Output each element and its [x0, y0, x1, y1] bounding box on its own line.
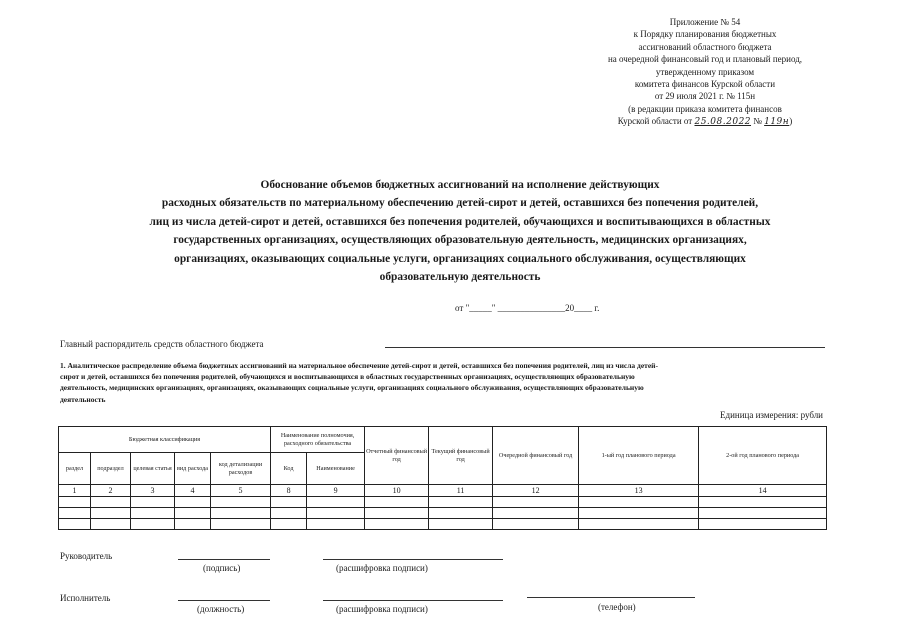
section-1-line: деятельность	[60, 394, 106, 404]
appendix-line: к Порядку планирования бюджетных	[633, 29, 777, 40]
phone-caption: (телефон)	[598, 602, 636, 612]
appendix-line: комитета финансов Курской области	[634, 79, 776, 90]
document-title	[60, 176, 860, 286]
appendix-line: ассигнований областного бюджета	[638, 41, 772, 52]
table-row[interactable]	[59, 497, 827, 508]
section-1-line: сирот и детей, оставшихся без попечения родителей, обучающихся и воспитывающихся в областных государственных организациях, осуществляющих образовательную	[60, 372, 635, 382]
header-code: Код	[271, 453, 307, 485]
units-label: Единица измерения: рубли	[720, 410, 823, 420]
appendix-revision-line	[560, 115, 850, 128]
executor-decode-line[interactable]	[323, 600, 503, 601]
header-expense-detail-code: код детализации расходов	[211, 453, 271, 485]
appendix-line: Приложение № 54	[669, 17, 741, 27]
position-caption: (должность)	[197, 604, 245, 614]
header-target-article: целевая статья	[131, 453, 175, 485]
title-line: лиц из числа детей-сирот и детей, оставшихся без попечения родителей, обучающихся и воспитывающихся в областных	[149, 215, 771, 228]
executor-label: Исполнитель	[60, 593, 111, 603]
appendix-line: (в редакции приказа комитета финансов	[628, 103, 782, 114]
table-row[interactable]	[59, 508, 827, 519]
header-budget-classification: Бюджетная классификация	[59, 427, 271, 453]
column-number: 9	[307, 485, 365, 497]
executor-position-line[interactable]	[178, 600, 270, 601]
header-name: Наименование	[307, 453, 365, 485]
section-1-line: деятельность, медицинских организациях, организациях, оказывающих социальные услуги, организациях социального обслуживания, осуществляющих образовательную	[60, 383, 644, 393]
header-reported-year: Отчетный финансовый год	[365, 427, 429, 485]
header-obligation: Наименование полномочия, расходного обязательства	[271, 427, 365, 453]
appendix-line: на очередной финансовый год и плановый период,	[607, 54, 803, 65]
column-number: 5	[211, 485, 271, 497]
head-signature-line[interactable]	[178, 559, 270, 560]
chief-admin-label: Главный распорядитель средств областного бюджета	[60, 339, 264, 349]
decode-caption: (расшифровка подписи)	[336, 563, 428, 573]
column-number: 13	[579, 485, 699, 497]
appendix-line: от 29 июля 2021 г. № 115н	[654, 91, 756, 102]
header-expense-type: вид расхода	[175, 453, 211, 485]
executor-phone-line[interactable]	[527, 597, 695, 598]
appendix-line: утвержденному приказом	[655, 66, 755, 77]
column-number: 2	[91, 485, 131, 497]
head-label: Руководитель	[60, 551, 113, 561]
title-line: организациях, оказывающих социальные услуги, организациях социального обслуживания, осуществляющих	[174, 252, 746, 265]
column-number: 1	[59, 485, 91, 497]
appendix-header	[560, 16, 850, 129]
revision-number-handwritten: 119н	[764, 117, 790, 128]
head-decode-line[interactable]	[323, 559, 503, 560]
executor-decode-caption: (расшифровка подписи)	[336, 604, 428, 614]
header-section: раздел	[59, 453, 91, 485]
column-number: 11	[429, 485, 493, 497]
header-current-year: Текущий финансовый год	[429, 427, 493, 485]
section-1-text	[60, 360, 826, 405]
section-1-line: 1. Аналитическое распределение объема бюджетных ассигнований на материальное обеспечение детей-сирот и детей, оставшихся без попечения родителей, лиц из числа детей-	[60, 361, 659, 370]
title-line: расходных обязательств по материальному обеспечению детей-сирот и детей, оставшихся без попечения родителей,	[161, 197, 759, 210]
column-number: 14	[699, 485, 827, 497]
revision-prefix: Курской области от	[617, 116, 693, 127]
chief-admin-field-line[interactable]	[385, 347, 825, 348]
header-plan-year-2: 2-ой год планового периода	[699, 427, 827, 485]
title-line: Обоснование объемов бюджетных ассигнований на исполнение действующих	[260, 179, 660, 191]
signature-caption: (подпись)	[203, 563, 241, 573]
header-subsection: подраздел	[91, 453, 131, 485]
column-number: 4	[175, 485, 211, 497]
column-number: 3	[131, 485, 175, 497]
title-line: государственных организациях, осуществляющих образовательную деятельность, медицинских организациях,	[173, 234, 747, 247]
column-number: 10	[365, 485, 429, 497]
date-line: от "_____" _______________20____ г.	[455, 303, 600, 313]
table-row[interactable]	[59, 519, 827, 530]
column-number: 12	[493, 485, 579, 497]
title-line: образовательную деятельность	[379, 271, 541, 284]
budget-table	[58, 426, 827, 530]
header-next-year: Очередной финансовый год	[493, 427, 579, 485]
revision-close: )	[789, 116, 793, 127]
revision-no-label: №	[753, 116, 762, 127]
column-number: 8	[271, 485, 307, 497]
header-plan-year-1: 1-ый год планового периода	[579, 427, 699, 485]
revision-date-handwritten: 25.08.2022	[694, 117, 752, 128]
column-numbers-row	[59, 485, 827, 497]
